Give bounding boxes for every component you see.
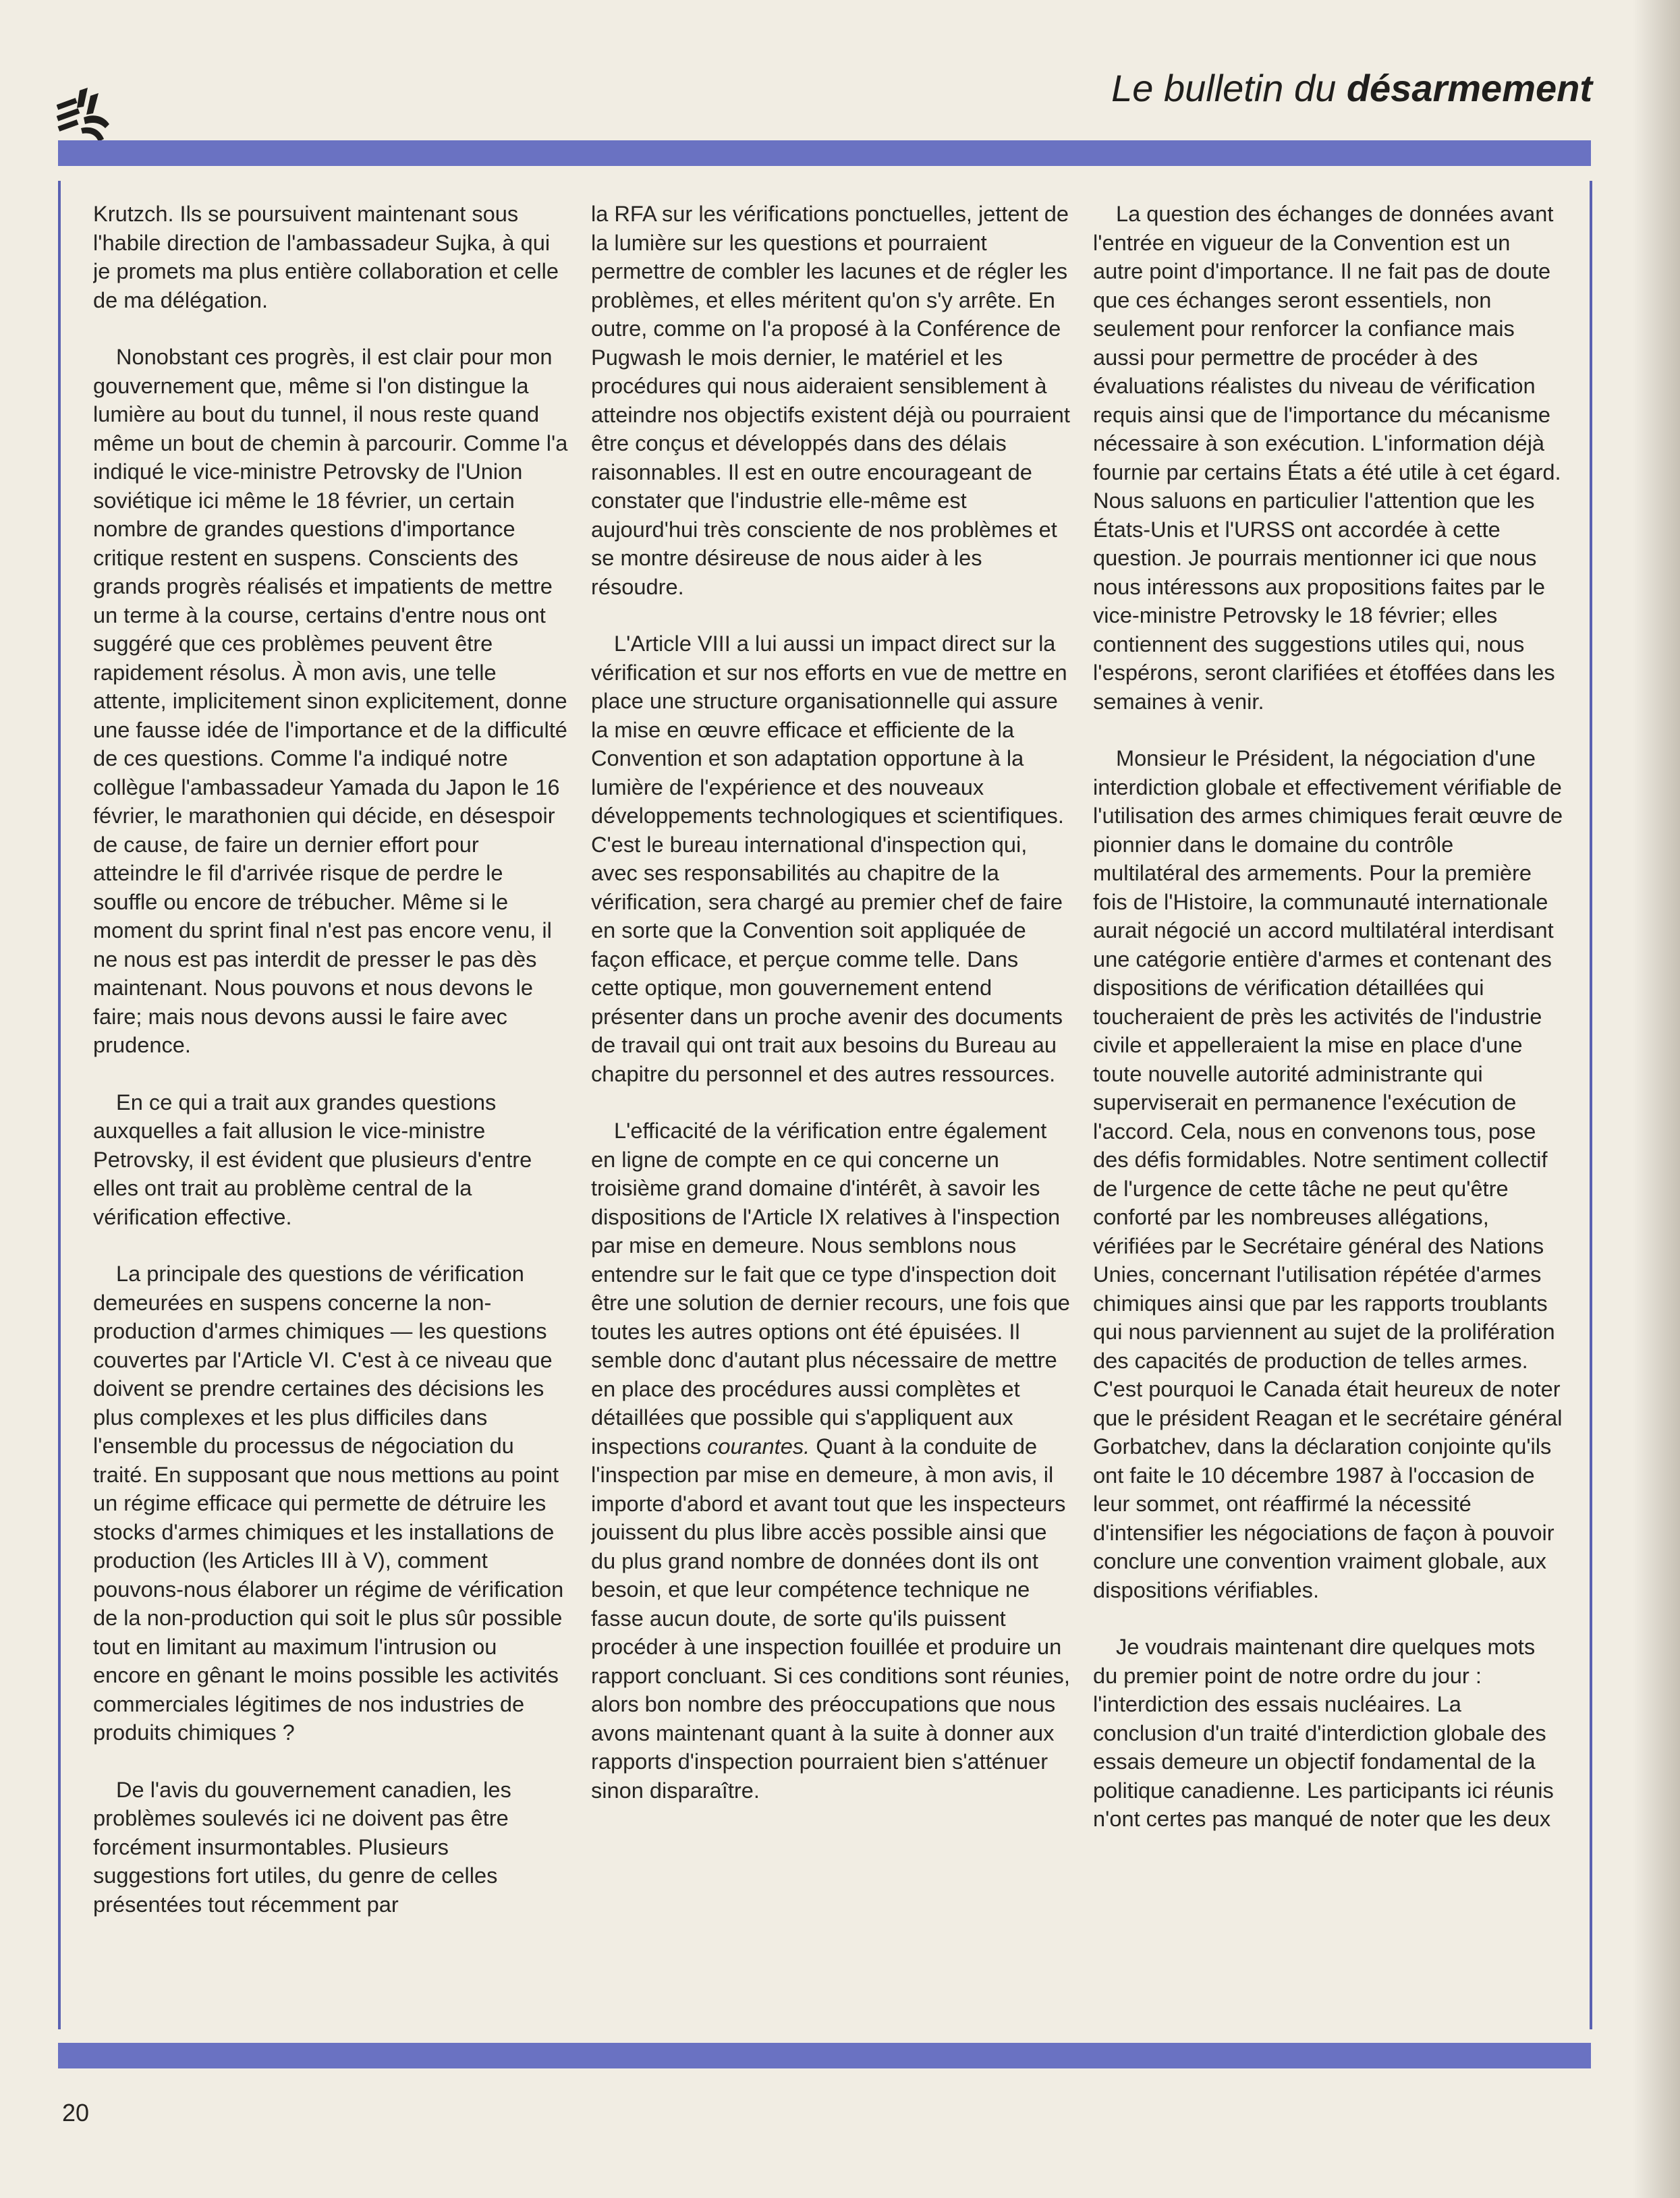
paragraph: L'Article VIII a lui aussi un impact direct sur la vérification et sur nos efforts en vue de mettre en place une structure organisationnelle qui assure la mise en œuvre efficace et efficiente de la Convention et son adaptation opportune à la lumière de l'expérience et des nouveaux développements technologiques et scientifiques. C'est le bureau international d'inspection qui, avec ses responsabilités au chapitre de la vérification, sera chargé au premier chef de faire en sorte que la Convention soit appliquée de façon efficace, et perçue comme telle. Dans cette optique, mon gouvernement entend présenter dans un proche avenir des documents de travail qui ont trait aux besoins du Bureau au chapitre du personnel et des autres ressources. — [591, 631, 1067, 1086]
paragraph-text: L'efficacité de la vérification entre également en ligne de compte en ce qui concerne un troisième grand domaine d'intérêt, à savoir les dispositions de l'Article IX relatives à l'inspection par mise en demeure. Nous semblons nous entendre sur le fait que ce type d'inspection doit être une solution de dernier recours, une fois que toutes les autres options ont été épuisées. Il semble donc d'autant plus nécessaire de mettre en place des procédures aussi complètes et détaillées que possible qui s'appliquent aux inspections — [591, 1118, 1070, 1459]
publication-title-bold: désarmement — [1346, 67, 1592, 109]
text-column-2 — [591, 200, 1070, 2021]
right-vertical-rule — [1590, 181, 1592, 2029]
paragraph: De l'avis du gouvernement canadien, les problèmes soulevés ici ne doivent pas être forcément insurmontables. Plusieurs suggestions fort utiles, du genre de celles présentées tout récemment par — [93, 1776, 511, 1917]
paragraph: Je voudrais maintenant dire quelques mots du premier point de notre ordre du jour : l'interdiction des essais nucléaires. La conclusion d'un traité d'interdiction globale des essais demeure un objectif fondamental de la politique canadienne. Les participants ici réunis n'ont certes pas manqué de noter que les deux — [1093, 1634, 1554, 1831]
paragraph: la RFA sur les vérifications ponctuelles, jettent de la lumière sur les questions et pourraient permettre de combler les lacunes et de régler les problèmes, et elles méritent qu'on s'y arrête. En outre, comme on l'a proposé à la Conférence de Pugwash le mois dernier, le matériel et les procédures qui nous aideraient sensiblement à atteindre nos objectifs existent déjà ou pourraient être conçus et développés dans des délais raisonnables. Il est en outre encourageant de constater que l'industrie elle-même est aujourd'hui très consciente de nos problèmes et se montre désireuse de nous aider à les résoudre. — [591, 201, 1070, 599]
paragraph: Nonobstant ces progrès, il est clair pour mon gouvernement que, même si l'on distingue la lumière au bout du tunnel, il nous reste quand même un bout de chemin à parcourir. Comme l'a indiqué le vice-ministre Petrovsky de l'Union soviétique ici même le 18 février, un certain nombre de grandes questions d'importance critique restent en suspens. Conscients des grands progrès réalisés et impatients de mettre un terme à la course, certains d'entre nous ont suggéré que ces problèmes peuvent être rapidement résolus. À mon avis, une telle attente, implicitement sinon explicitement, donne une fausse idée de l'importance et de la difficulté de ces questions. Comme l'a indiqué notre collègue l'ambassadeur Yamada du Japon le 16 février, le marathonien qui décide, en désespoir de cause, de faire un dernier effort pour atteindre le fil d'arrivée risque de perdre le souffle ou encore de trébucher. Même si le moment du sprint final n'est pas encore venu, il ne nous est pas interdit de presser le pas dès maintenant. Nous pouvons et nous devons le faire; mais nous devons aussi le faire avec prudence. — [93, 344, 568, 1057]
paragraph: La question des échanges de données avant l'entrée en vigueur de la Convention est un autre point d'importance. Il ne fait pas de doute que ces échanges seront essentiels, non seulement pour renforcer la confiance mais aussi pour permettre de procéder à des évaluations réalistes du niveau de vérification requis ainsi que de l'importance du mécanisme nécessaire à son exécution. L'information déjà fournie par certains États a été utile à cet égard. Nous saluons en particulier l'attention que les États-Unis et l'URSS ont accordée à cette question. Je pourrais mentionner ici que nous nous intéressons aux propositions faites par le vice-ministre Petrovsky le 18 février; elles contiennent des suggestions utiles qui, nous l'espérons, seront clarifiées et étoffées dans les semaines à venir. — [1093, 201, 1561, 714]
page-edge-shadow — [1633, 0, 1680, 2198]
header-bar — [58, 140, 1591, 166]
bulletin-logo-icon — [57, 86, 111, 142]
publication-title-prefix: Le bulletin du — [1111, 67, 1347, 109]
paragraph — [591, 1117, 1070, 1805]
paragraph-italic-text: courantes. — [707, 1433, 810, 1459]
text-column-3 — [1093, 200, 1565, 2021]
paragraph: La principale des questions de vérification demeurées en suspens concerne la non-production d'armes chimiques — les questions couvertes par l'Article VI. C'est à ce niveau que doivent se prendre certaines des décisions les plus complexes et les plus difficiles dans l'ensemble du processus de négociation du traité. En supposant que nous mettions au point un régime efficace qui permette de détruire les stocks d'armes chimiques et les installations de production (les Articles III à V), comment pouvons-nous élaborer un régime de vérification de la non-production qui soit le plus sûr possible tout en limitant au maximum l'intrusion ou encore en gênant le moins possible les activités commerciales légitimes de nos industries de produits chimiques ? — [93, 1261, 564, 1745]
paragraph: Krutzch. Ils se poursuivent maintenant sous l'habile direction de l'ambassadeur Sujka, à qui je promets ma plus entière collaboration et celle de ma délégation. — [93, 201, 559, 312]
text-column-1 — [93, 200, 568, 2021]
paragraph-text-continued: Quant à la conduite de l'inspection par mise en demeure, à mon avis, il importe d'abord et avant tout que les inspecteurs jouissent du plus libre accès possible ainsi que du plus grand nombre de données dont ils ont besoin, et que leur compétence technique ne fasse aucun doute, de sorte qu'ils puissent procéder à une inspection fouillée et produire un rapport concluant. Si ces conditions sont réunies, alors bon nombre des préoccupations que nous avons maintenant quant à la suite à donner aux rapports d'inspection pourraient bien s'atténuer sinon disparaître. — [591, 1433, 1070, 1803]
paragraph: En ce qui a trait aux grandes questions auxquelles a fait allusion le vice-ministre Petrovsky, il est évident que plusieurs d'entre elles ont trait au problème central de la vérification effective. — [93, 1089, 532, 1229]
publication-title — [1111, 65, 1592, 112]
paragraph: Monsieur le Président, la négociation d'une interdiction globale et effectivement vérifiable de l'utilisation des armes chimiques ferait œuvre de pionnier dans le domaine du contrôle multilatéral des armements. Pour la première fois de l'Histoire, la communauté internationale aurait négocié un accord multilatéral interdisant une catégorie entière d'armes et contenant des dispositions de vérification détaillées qui toucheraient de près les activités de l'industrie civile et appelleraient la mise en place d'une toute nouvelle autorité administrante qui superviserait en permanence l'exécution de l'accord. Cela, nous en convenons tous, pose des défis formidables. Notre sentiment collectif de l'urgence de cette tâche ne peut qu'être conforté par les nombreuses allégations, vérifiées par le Secrétaire général des Nations Unies, concernant l'utilisation répétée d'armes chimiques ainsi que par les rapports troublants qui nous parviennent au sujet de la prolifération des capacités de production de telles armes. C'est pourquoi le Canada était heureux de noter que le président Reagan et le secrétaire général Gorbatchev, dans la déclaration conjointe qu'ils ont faite le 10 décembre 1987 à l'occasion de leur sommet, ont réaffirmé la nécessité d'intensifier les négociations de façon à pouvoir conclure une convention vraiment globale, aux dispositions vérifiables. — [1093, 745, 1563, 1602]
footer-bar — [58, 2043, 1591, 2068]
left-vertical-rule — [58, 181, 61, 2029]
page-number: 20 — [62, 2099, 90, 2126]
